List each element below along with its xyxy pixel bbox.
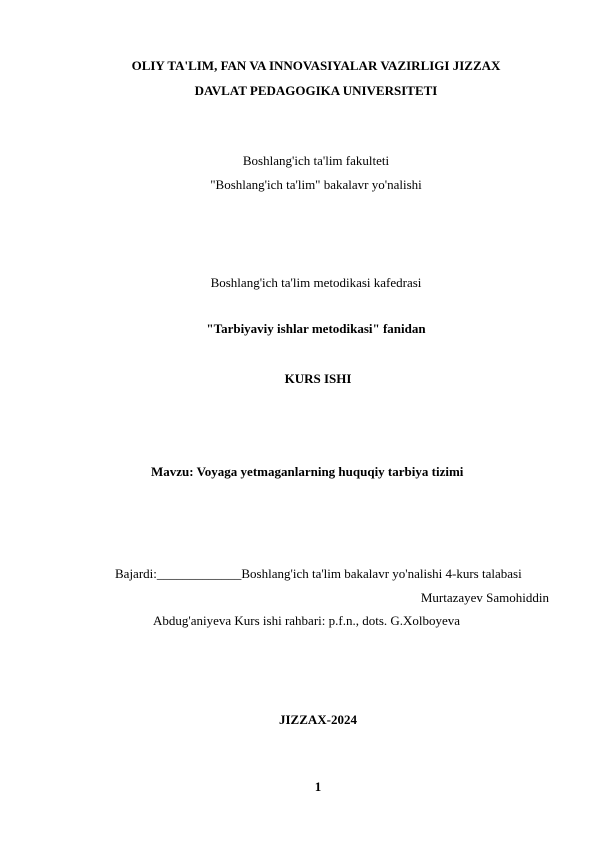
department-name: Boshlang'ich ta'lim metodikasi kafedrasi — [210, 275, 422, 290]
topic-title: Mavzu: Voyaga yetmaganlarning huquqiy tarbiya tizimi — [151, 464, 464, 479]
program-name: "Boshlang'ich ta'lim" bakalavr yo'nalishi — [210, 177, 422, 192]
performed-by-line: Bajardi:_____________Boshlang'ich ta'lim bakalavr yo'nalishi 4-kurs talabasi — [115, 566, 522, 581]
student-name: Murtazayev Samohiddin — [420, 590, 549, 605]
subject-title: "Tarbiyaviy ishlar metodikasi" fanidan — [206, 321, 426, 336]
work-type-title: KURS ISHI — [284, 371, 352, 386]
page-number: 1 — [314, 779, 322, 794]
supervisor-line: Abdug'aniyeva Kurs ishi rahbari: p.f.n., dots. G.Xolboyeva — [153, 613, 461, 628]
ministry-title-line-1: OLIY TA'LIM, FAN VA INNOVASIYALAR VAZIRLIGI JIZZAX — [131, 58, 501, 73]
university-title-line-2: DAVLAT PEDAGOGIKA UNIVERSITETI — [194, 83, 438, 98]
faculty-name: Boshlang'ich ta'lim fakulteti — [242, 153, 390, 168]
city-year: JIZZAX-2024 — [278, 712, 357, 727]
